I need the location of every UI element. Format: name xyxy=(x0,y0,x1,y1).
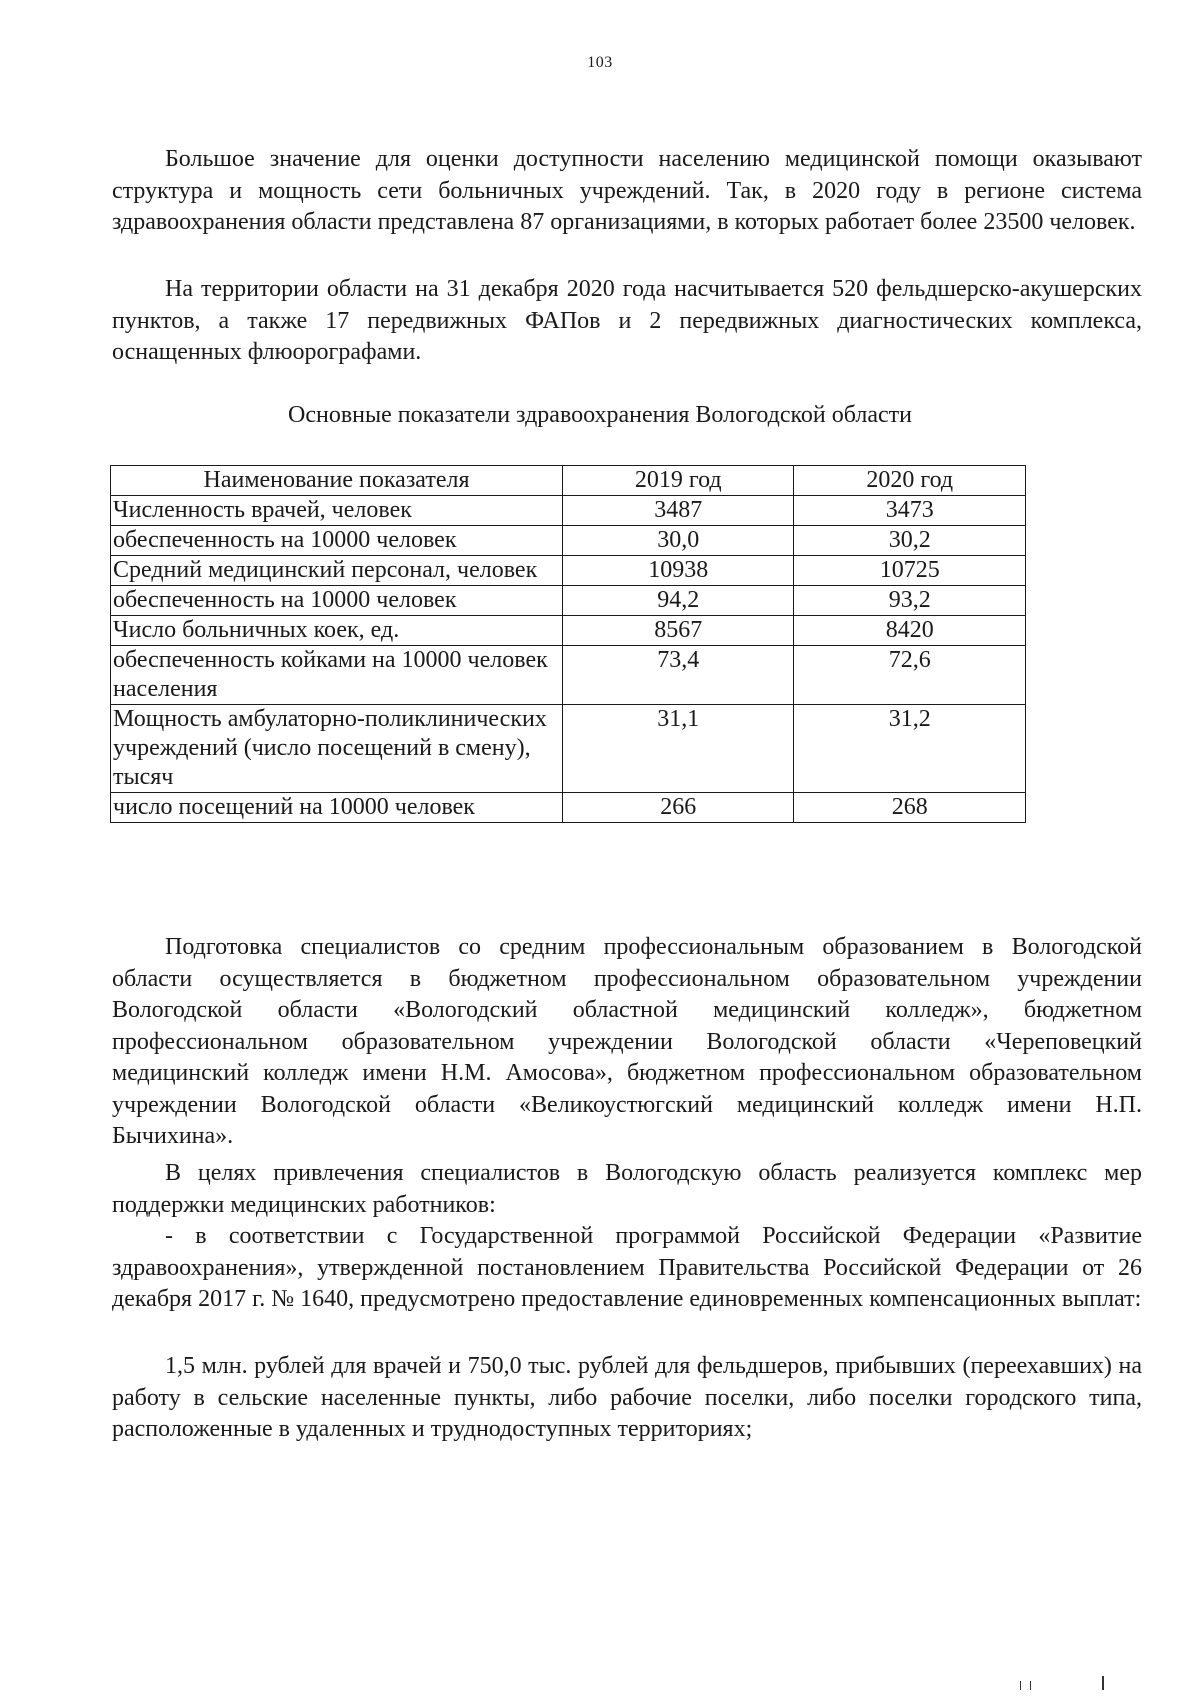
value-2020: 93,2 xyxy=(794,586,1026,616)
paragraph-hospital-network: Большое значение для оценки доступности населению медицинской помощи оказывают структура и мощность сети больничных учреждений. Так, в 2020 году в регионе система здравоохранения области представлена 87 организациями, в которых работает более 23500 человек. xyxy=(112,146,1142,235)
value-2020: 268 xyxy=(794,793,1026,823)
value-2019: 94,2 xyxy=(563,586,794,616)
row-label: Число больничных коек, ед. xyxy=(111,616,563,646)
table-caption: Основные показатели здравоохранения Вологодской области xyxy=(288,402,912,428)
table-row xyxy=(111,586,1026,616)
value-2020: 3473 xyxy=(794,496,1026,526)
value-2019: 30,0 xyxy=(563,526,794,556)
table-row xyxy=(111,616,1026,646)
page-number: 103 xyxy=(587,54,613,71)
value-2019: 3487 xyxy=(563,496,794,526)
paragraph-feldsher-points: На территории области на 31 декабря 2020 года насчитывается 520 фельдшерско-акушерских пунктов, а также 17 передвижных ФАПов и 2 передвижных диагностических комплекса, оснащенных флюорографами. xyxy=(112,276,1142,365)
scan-artifact xyxy=(1030,1681,1031,1690)
paragraph-compensation-payments: 1,5 млн. рублей для врачей и 750,0 тыс. рублей для фельдшеров, прибывших (переехавших) на работу в сельские населенные пункты, либо рабочие поселки, либо поселки городского типа, расположенные в удаленных и труднодоступных территориях; xyxy=(112,1353,1142,1442)
row-label: число посещений на 10000 человек xyxy=(111,793,563,823)
value-2019: 266 xyxy=(563,793,794,823)
paragraph-support-measures: В целях привлечения специалистов в Вологодскую область реализуется комплекс мер поддержки медицинских работников: xyxy=(112,1160,1142,1218)
value-2019: 10938 xyxy=(563,556,794,586)
value-2019: 31,1 xyxy=(563,705,794,793)
value-2020: 31,2 xyxy=(794,705,1026,793)
health-indicators-table xyxy=(110,465,1026,823)
scan-artifact xyxy=(1102,1676,1104,1690)
row-label: обеспеченность на 10000 человек xyxy=(111,586,563,616)
table-row xyxy=(111,646,1026,705)
value-2019: 8567 xyxy=(563,616,794,646)
row-label: обеспеченность на 10000 человек xyxy=(111,526,563,556)
table-row xyxy=(111,705,1026,793)
header-2020: 2020 год xyxy=(794,466,1026,496)
value-2020: 72,6 xyxy=(794,646,1026,705)
value-2020: 10725 xyxy=(794,556,1026,586)
header-indicator-name: Наименование показателя xyxy=(111,466,563,496)
table-row xyxy=(111,526,1026,556)
table-row xyxy=(111,556,1026,586)
row-label: обеспеченность койками на 10000 человек населения xyxy=(111,646,563,705)
value-2020: 30,2 xyxy=(794,526,1026,556)
table-header-row xyxy=(111,466,1026,496)
table-row xyxy=(111,793,1026,823)
row-label: Средний медицинский персонал, человек xyxy=(111,556,563,586)
row-label: Мощность амбулаторно-поликлинических учреждений (число посещений в смену), тысяч xyxy=(111,705,563,793)
value-2019: 73,4 xyxy=(563,646,794,705)
row-label: Численность врачей, человек xyxy=(111,496,563,526)
table-row xyxy=(111,496,1026,526)
paragraph-medical-colleges: Подготовка специалистов со средним профессиональным образованием в Вологодской области осуществляется в бюджетном профессиональном образовательном учреждении Вологодской области «Вологодский областной медицинский колледж», бюджетном профессиональном образовательном учреждении Вологодской области «Череповецкий медицинский колледж имени Н.М. Амосова», бюджетном профессиональном образовательном учреждении Вологодской области «Великоустюгский медицинский колледж имени Н.П. Бычихина». xyxy=(112,934,1142,1149)
value-2020: 8420 xyxy=(794,616,1026,646)
scan-artifact xyxy=(1020,1681,1021,1690)
header-2019: 2019 год xyxy=(563,466,794,496)
paragraph-state-program: - в соответствии с Государственной программой Российской Федерации «Развитие здравоохранения», утвержденной постановлением Правительства Российской Федерации от 26 декабря 2017 г. № 1640, предусмотрено предоставление единовременных компенсационных выплат: xyxy=(112,1223,1142,1312)
